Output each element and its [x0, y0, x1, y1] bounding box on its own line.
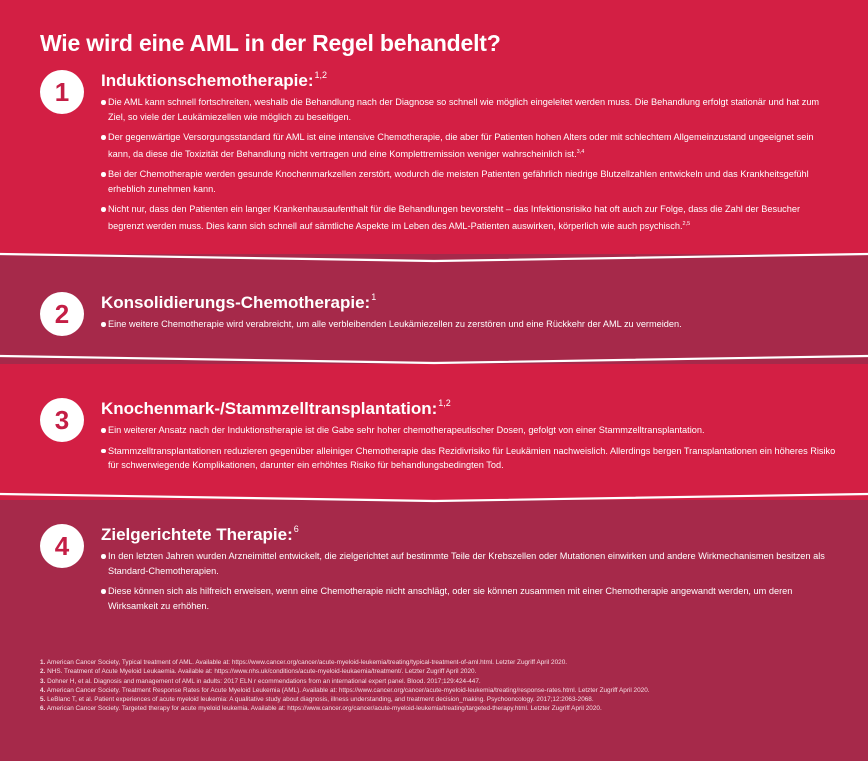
- bullet-item: Bei der Chemotherapie werden gesunde Knochenmarkzellen zerstört, wodurch die meisten Patienten gefährlich niedrige Blutzellzahlen entwickeln und das Krankheitsgefühl erheblich zunehmen kann.: [101, 167, 836, 196]
- section-heading: Knochenmark-/Stammzelltransplantation:$^{1,2}$: [101, 398, 451, 418]
- bullet-list: [101, 423, 836, 479]
- bullet-item: Nicht nur, dass den Patienten ein langer Krankenhausaufenthalt für die Behandlungen bevorsteht – das Infektionsrisiko hat oft auch zur Folge, dass die Zahl der Besucher begrenzt werden muss. Dies kann sich schnell auf sämtliche Aspekte im Leben des AML-Patienten auswirken, körperlich wie auch psychisch.$^{2,5}$: [101, 202, 836, 233]
- bullet-item: Der gegenwärtige Versorgungsstandard für AML ist eine intensive Chemotherapie, die aber für Patienten hohen Alters oder mit schlechtem Allgemeinzustand ungeeignet sein kann, da diese die Toxizität der Behandlung nicht vertragen und eine Komplettremission weniger wahrscheinlich ist.$^{3,4}$: [101, 130, 836, 161]
- chevron-divider-3: [0, 483, 868, 513]
- reference-item: 2. NHS. Treatment of Acute Myeloid Leukaemia. Available at: https://www.nhs.uk/conditions/acute-myeloid-leukaemia/treatment/. Letzter Zugriff April 2020.: [40, 668, 477, 676]
- reference-item: 5. LeBlanc T, et al. Patient experiences of acute myeloid leukemia: A qualitative study about diagnosis, illness understanding, and treatment decision_making. Psychooncology. 2017;12:2063-2068.: [40, 696, 594, 704]
- reference-item: 6. American Cancer Society. Targeted therapy for acute myeloid leukemia. Available at: https://www.cancer.org/cancer/acute-myeloid-leukemia/treating/targeted-therapy.html. Letzter Zugriff April 2020.: [40, 705, 602, 713]
- chevron-divider-2: [0, 345, 868, 375]
- bullet-item: Die AML kann schnell fortschreiten, weshalb die Behandlung nach der Diagnose so schnell wie möglich eingeleitet werden muss. Die Behandlung erfolgt stationär und hat zum Ziel, so viele der Leukämiezellen wie möglich zu beseitigen.: [101, 95, 836, 124]
- step-number-badge: 3: [40, 398, 84, 442]
- bullet-list: [101, 549, 836, 619]
- section-heading: Konsolidierungs-Chemotherapie:$^1$: [101, 292, 377, 312]
- reference-item: 1. American Cancer Society, Typical treatment of AML. Available at: https://www.cancer.org/cancer/acute-myeloid-leukemia/treating/typical-treatment-of-aml.html. Letzter Zugriff April 2020.: [40, 659, 568, 666]
- bullet-item: Stammzelltransplantationen reduzieren gegenüber alleiniger Chemotherapie das Rezidivrisiko für Leukämien nachweislich. Allerdings bergen Transplantationen ein höheres Risiko für schwerwiegende Komplikationen, darunter ein erhöhtes Risiko für behandlungsbedingten Tod.: [101, 444, 836, 473]
- step-number-badge: 1: [40, 70, 84, 114]
- chevron-divider-1: [0, 243, 868, 273]
- reference-list: [40, 658, 840, 714]
- page-title: Wie wird eine AML in der Regel behandelt?: [40, 30, 501, 56]
- bullet-item: In den letzten Jahren wurden Arzneimittel entwickelt, die zielgerichtet auf bestimmte Teile der Krebszellen oder Mutationen einwirken und andere Wirkmechanismen besitzen als Standard-Chemotherapien.: [101, 549, 836, 578]
- bullet-list: [101, 95, 836, 239]
- section-heading: Zielgerichtete Therapie:$^6$: [101, 524, 299, 544]
- bullet-list: [101, 317, 836, 338]
- bullet-item: Ein weiterer Ansatz nach der Induktionstherapie ist die Gabe sehr hoher chemotherapeutischer Dosen, gefolgt von einer Stammzelltransplantation.: [101, 423, 836, 438]
- step-number-badge: 2: [40, 292, 84, 336]
- reference-item: 3. Dohner H, et al. Diagnosis and management of AML in adults: 2017 ELN r ecommendations from an international expert panel. Blood. 2017;129:424-447.: [40, 677, 481, 685]
- reference-item: 4. American Cancer Society. Treatment Response Rates for Acute Myeloid Leukemia (AML). Available at: https://www.cancer.org/cancer/acute-myeloid-leukemia/treating/response-rates.html. Letzter Zugriff April 2020.: [40, 686, 650, 694]
- step-number-badge: 4: [40, 524, 84, 568]
- bullet-item: Eine weitere Chemotherapie wird verabreicht, um alle verbleibenden Leukämiezellen zu zerstören und eine Rückkehr der AML zu vermeiden.: [101, 317, 836, 332]
- section-heading: Induktionschemotherapie:$^{1,2}$: [101, 70, 328, 90]
- bullet-item: Diese können sich als hilfreich erweisen, wenn eine Chemotherapie nicht anschlägt, oder sie können zusammen mit einer Chemotherapie angewandt werden, um deren Wirksamkeit zu erhöhen.: [101, 584, 836, 613]
